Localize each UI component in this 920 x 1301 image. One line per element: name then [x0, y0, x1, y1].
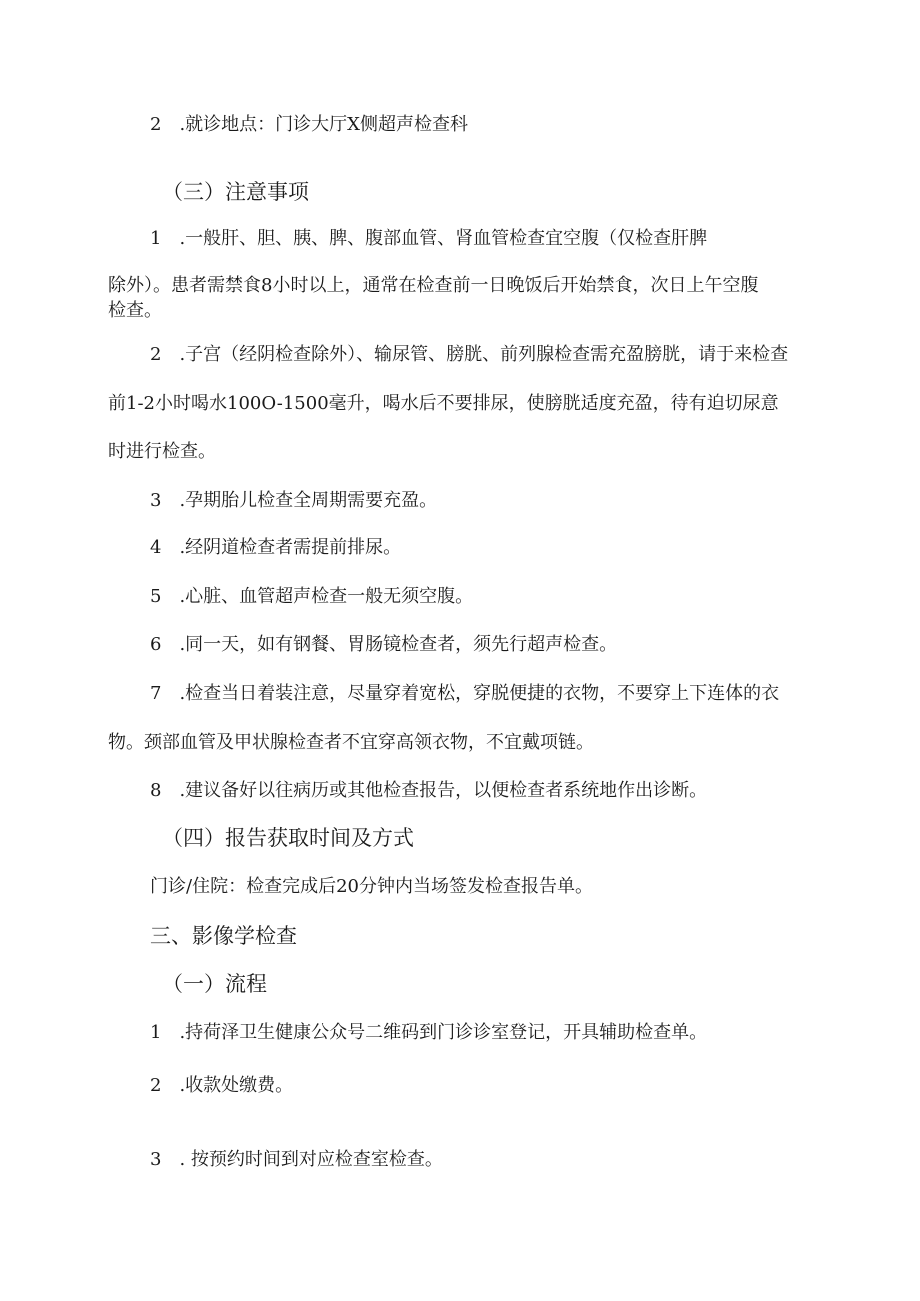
precaution-item-2-line-2: 前1-2小时喝水100O-1500毫升，喝水后不要排尿，使膀胱适度充盈，待有迫切尿意 [108, 393, 779, 414]
process-item-3: 3 . 按预约时间到对应检查室检查。 [150, 1149, 443, 1170]
precaution-item-1-line-3: 检查。 [108, 300, 162, 321]
process-item-1: 1 .持荷泽卫生健康公众号二维码到门诊诊室登记，开具辅助检查单。 [150, 1022, 708, 1043]
process-item-2: 2 .收款处缴费。 [150, 1075, 294, 1096]
exam-location-paragraph: 2 .就诊地点：门诊大厅X侧超声检查科 [150, 114, 468, 135]
precaution-item-5: 5 .心脏、血管超声检查一般无须空腹。 [150, 586, 474, 607]
precautions-heading: （三）注意事项 [162, 180, 309, 204]
precaution-item-7-line-2: 物。颈部血管及甲状腺检查者不宜穿高领衣物，不宜戴项链。 [108, 732, 594, 753]
precaution-item-8: 8 .建议备好以往病历或其他检查报告，以便检查者系统地作出诊断。 [150, 780, 708, 801]
precaution-item-2-line-1: 2 .子宫（经阴检查除外）、输尿管、膀胱、前列腺检查需充盈膀胱，请于来检查 [150, 344, 789, 365]
precaution-item-3: 3 .孕期胎儿检查全周期需要充盈。 [150, 490, 438, 511]
precaution-item-1-line-2: 除外）。患者需禁食8小时以上，通常在检查前一日晚饭后开始禁食，次日上午空腹 [108, 275, 759, 296]
precaution-item-2-line-3: 时进行检查。 [108, 441, 216, 462]
imaging-section-title: 三、影像学检查 [150, 924, 297, 948]
precaution-item-6: 6 .同一天，如有钢餐、胃肠镜检查者，须先行超声检查。 [150, 634, 618, 655]
process-heading: （一）流程 [162, 972, 267, 996]
report-heading: （四）报告获取时间及方式 [162, 826, 414, 850]
precaution-item-4: 4 .经阴道检查者需提前排尿。 [150, 537, 402, 558]
precaution-item-7-line-1: 7 .检查当日着装注意，尽量穿着宽松，穿脱便捷的衣物，不要穿上下连体的衣 [150, 683, 780, 704]
report-paragraph: 门诊/住院：检查完成后20分钟内当场签发检查报告单。 [150, 876, 593, 897]
precaution-item-1-line-1: 1 .一般肝、胆、胰、脾、腹部血管、肾血管检查宜空腹（仅检查肝脾 [150, 228, 708, 249]
